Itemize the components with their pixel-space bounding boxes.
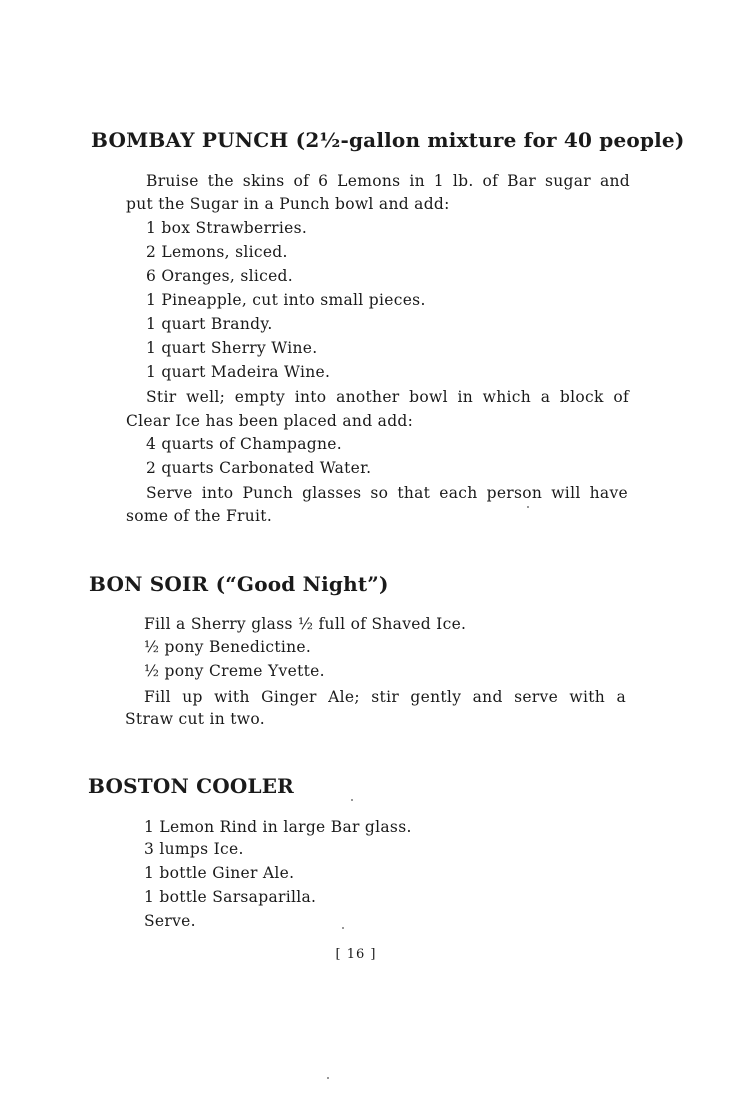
recipe-line: some of the Fruit. <box>126 507 273 525</box>
recipe-line: 1 box Strawberries. <box>146 219 308 237</box>
recipe-line: Straw cut in two. <box>125 710 265 728</box>
recipe-line: 1 quart Sherry Wine. <box>146 339 318 357</box>
recipe-line: 2 Lemons, sliced. <box>146 243 288 261</box>
recipe-line: Fill a Sherry glass ½ full of Shaved Ice. <box>144 615 467 633</box>
recipe-line: 2 quarts Carbonated Water. <box>146 459 372 477</box>
recipe-subtitle: (“Good Night”) <box>215 572 389 596</box>
recipe-line: 1 bottle Sarsaparilla. <box>144 888 317 906</box>
scan-speck <box>527 506 529 508</box>
recipe-title <box>91 128 685 152</box>
recipe-line: 1 Pineapple, cut into small pieces. <box>146 291 426 309</box>
recipe-line: put the Sugar in a Punch bowl and add: <box>126 195 450 213</box>
scan-speck <box>327 1077 329 1079</box>
recipe-line: Stir well; empty into another bowl in which a block of <box>146 388 629 406</box>
recipe-name: BOSTON COOLER <box>88 774 294 798</box>
recipe-title <box>89 572 389 596</box>
recipe-line: 6 Oranges, sliced. <box>146 267 294 285</box>
recipe-line: 1 quart Madeira Wine. <box>146 363 331 381</box>
recipe-line: Serve into Punch glasses so that each person will have <box>146 484 628 502</box>
scan-speck <box>342 927 344 929</box>
recipe-line: 4 quarts of Champagne. <box>146 435 342 453</box>
recipe-name: BOMBAY PUNCH <box>91 128 289 152</box>
recipe-line: 1 bottle Giner Ale. <box>144 864 295 882</box>
recipe-line: 1 Lemon Rind in large Bar glass. <box>144 818 412 836</box>
recipe-line: ½ pony Creme Yvette. <box>144 662 325 680</box>
page-number: [ 16 ] <box>335 947 377 962</box>
recipe-line: 3 lumps Ice. <box>144 840 244 858</box>
recipe-line: Serve. <box>144 912 196 930</box>
recipe-title <box>88 774 294 798</box>
recipe-line: ½ pony Benedictine. <box>144 638 312 656</box>
recipe-subtitle: (2½-gallon mixture for 40 people) <box>295 128 685 152</box>
recipe-name: BON SOIR <box>89 572 209 596</box>
recipe-line: Bruise the skins of 6 Lemons in 1 lb. of Bar sugar and <box>146 172 630 190</box>
recipe-line: 1 quart Brandy. <box>146 315 273 333</box>
recipe-line: Clear Ice has been placed and add: <box>126 412 414 430</box>
scan-speck <box>351 799 353 801</box>
recipe-line: Fill up with Ginger Ale; stir gently and serve with a <box>144 688 626 706</box>
